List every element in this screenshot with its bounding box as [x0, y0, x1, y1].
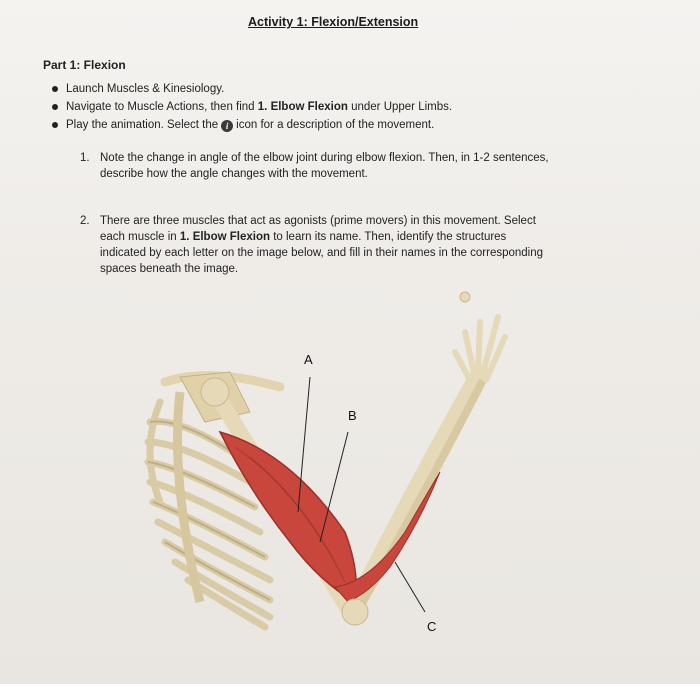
question-text: Note the change in angle of the elbow joint during elbow flexion. Then, in 1-2 sentences,: [100, 152, 549, 164]
question-text: There are three muscles that act as agonists (prime movers) in this movement. Select: [100, 215, 536, 227]
arm-skeleton-illustration: [120, 282, 560, 682]
hand-bones: [455, 317, 505, 380]
page-title: Activity 1: Flexion/Extension: [248, 15, 419, 29]
leader-line-c: [395, 562, 425, 612]
bullet-text: under Upper Limbs.: [347, 101, 453, 113]
instruction-list: [52, 80, 452, 134]
question-number: 2.: [80, 215, 90, 227]
label-c: C: [427, 619, 437, 634]
info-icon: i: [221, 120, 233, 132]
part-heading: Part 1: Flexion: [43, 58, 126, 72]
humeral-head: [201, 378, 229, 406]
list-item: [52, 80, 452, 98]
question-text: each muscle in 1. Elbow Flexion to learn its name. Then, identify the structures: [100, 231, 507, 243]
biceps-muscle: [220, 432, 356, 602]
list-item: [52, 98, 452, 116]
list-item: [52, 116, 452, 134]
question-text: indicated by each letter on the image below, and fill in their names in the corresponding: [100, 247, 544, 259]
question-text: spaces beneath the image.: [100, 263, 239, 275]
bullet-text: icon for a description of the movement.: [236, 119, 435, 131]
bullet-bold-text: 1. Elbow Flexion: [257, 101, 348, 113]
elbow-joint: [342, 599, 368, 625]
question-text: describe how the angle changes with the movement.: [100, 168, 368, 180]
question-number: 1.: [80, 152, 90, 164]
label-b: B: [348, 408, 357, 423]
bullet-text: Navigate to Muscle Actions, then find: [66, 101, 258, 113]
bullet-text: Launch Muscles & Kinesiology.: [66, 83, 225, 95]
label-a: A: [304, 352, 313, 367]
bullet-text: Play the animation. Select the: [66, 119, 219, 131]
anatomy-figure: [120, 282, 560, 682]
rib-cage: [148, 402, 270, 627]
